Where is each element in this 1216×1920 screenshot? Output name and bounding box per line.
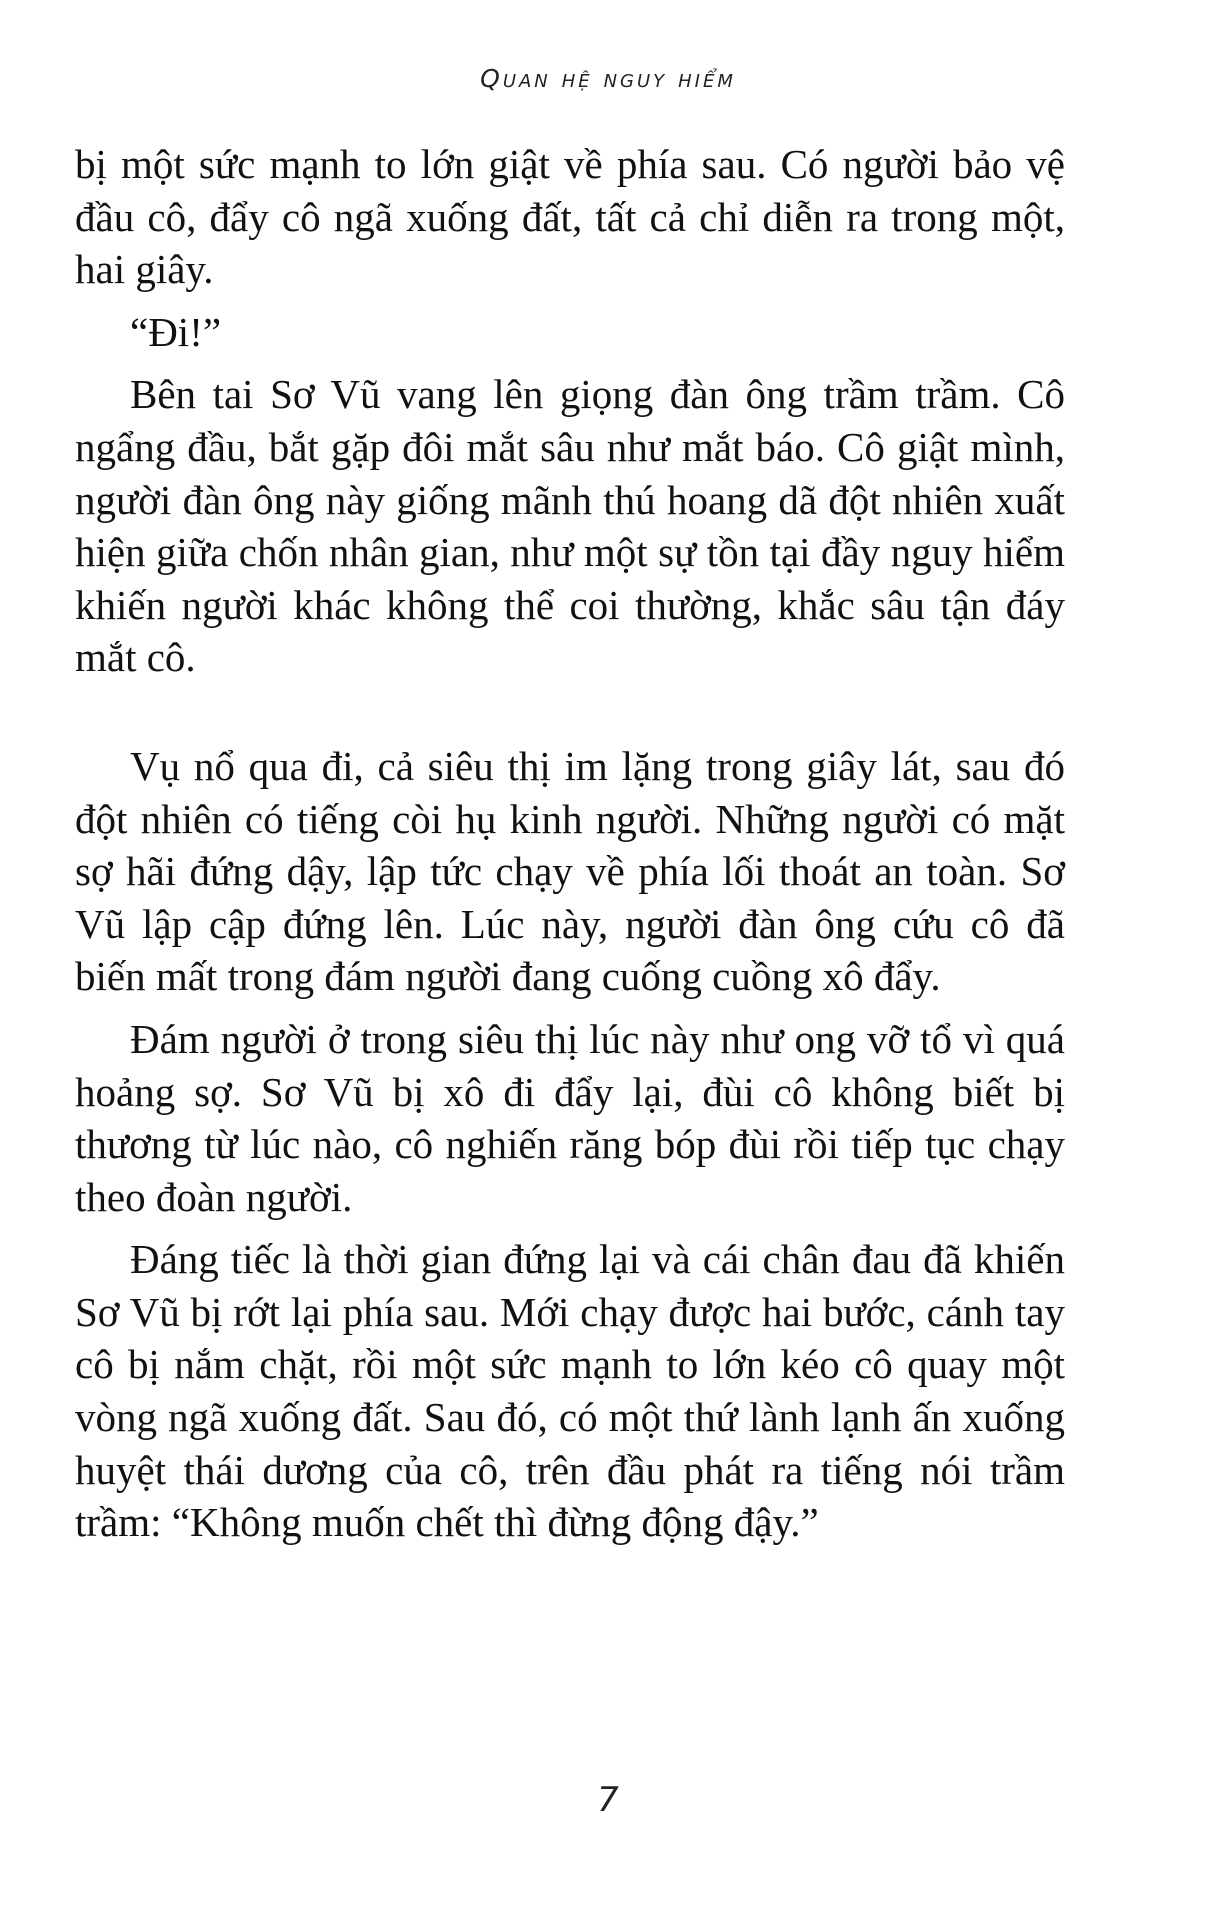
- paragraph: Bên tai Sơ Vũ vang lên giọng đàn ông trầm trầm. Cô ngẩng đầu, bắt gặp đôi mắt sâu như mắt báo. Cô giật mình, người đàn ông này giống mãnh thú hoang dã đột nhiên xuất hiện giữa chốn nhân gian, như một sự tồn tại đầy nguy hiểm khiến người khác không thể coi thường, khắc sâu tận đáy mắt cô.: [75, 371, 1065, 681]
- paragraph-continuation: bị một sức mạnh to lớn giật về phía sau. Có người bảo vệ đầu cô, đẩy cô ngã xuống đất, tất cả chỉ diễn ra trong một, hai giây.: [75, 141, 1065, 293]
- running-header: Quan hệ nguy hiểm: [480, 64, 736, 93]
- page-number: 7: [597, 1780, 619, 1820]
- paragraph-dialogue: “Đi!”: [130, 308, 222, 355]
- paragraph: Đám người ở trong siêu thị lúc này như ong vỡ tổ vì quá hoảng sợ. Sơ Vũ bị xô đi đẩy lại, đùi cô không biết bị thương từ lúc nào, cô nghiến răng bóp đùi rồi tiếp tục chạy theo đoàn người.: [75, 1015, 1065, 1220]
- body-text: [75, 138, 1065, 1559]
- paragraph: Đáng tiếc là thời gian đứng lại và cái chân đau đã khiến Sơ Vũ bị rớt lại phía sau. Mới chạy được hai bước, cánh tay cô bị nắm chặt, rồi một sức mạnh to lớn kéo cô quay một vòng ngã xuống đất. Sau đó, có một thứ lành lạnh ấn xuống huyệt thái dương của cô, trên đầu phát ra tiếng nói trầm trầm: “Không muốn chết thì đừng động đậy.”: [75, 1236, 1065, 1546]
- paragraph-section-start: Vụ nổ qua đi, cả siêu thị im lặng trong giây lát, sau đó đột nhiên có tiếng còi hụ kinh người. Những người có mặt sợ hãi đứng dậy, lập tức chạy về phía lối thoát an toàn. Sơ Vũ lập cập đứng lên. Lúc này, người đàn ông cứu cô đã biến mất trong đám người đang cuống cuồng xô đẩy.: [75, 742, 1065, 1000]
